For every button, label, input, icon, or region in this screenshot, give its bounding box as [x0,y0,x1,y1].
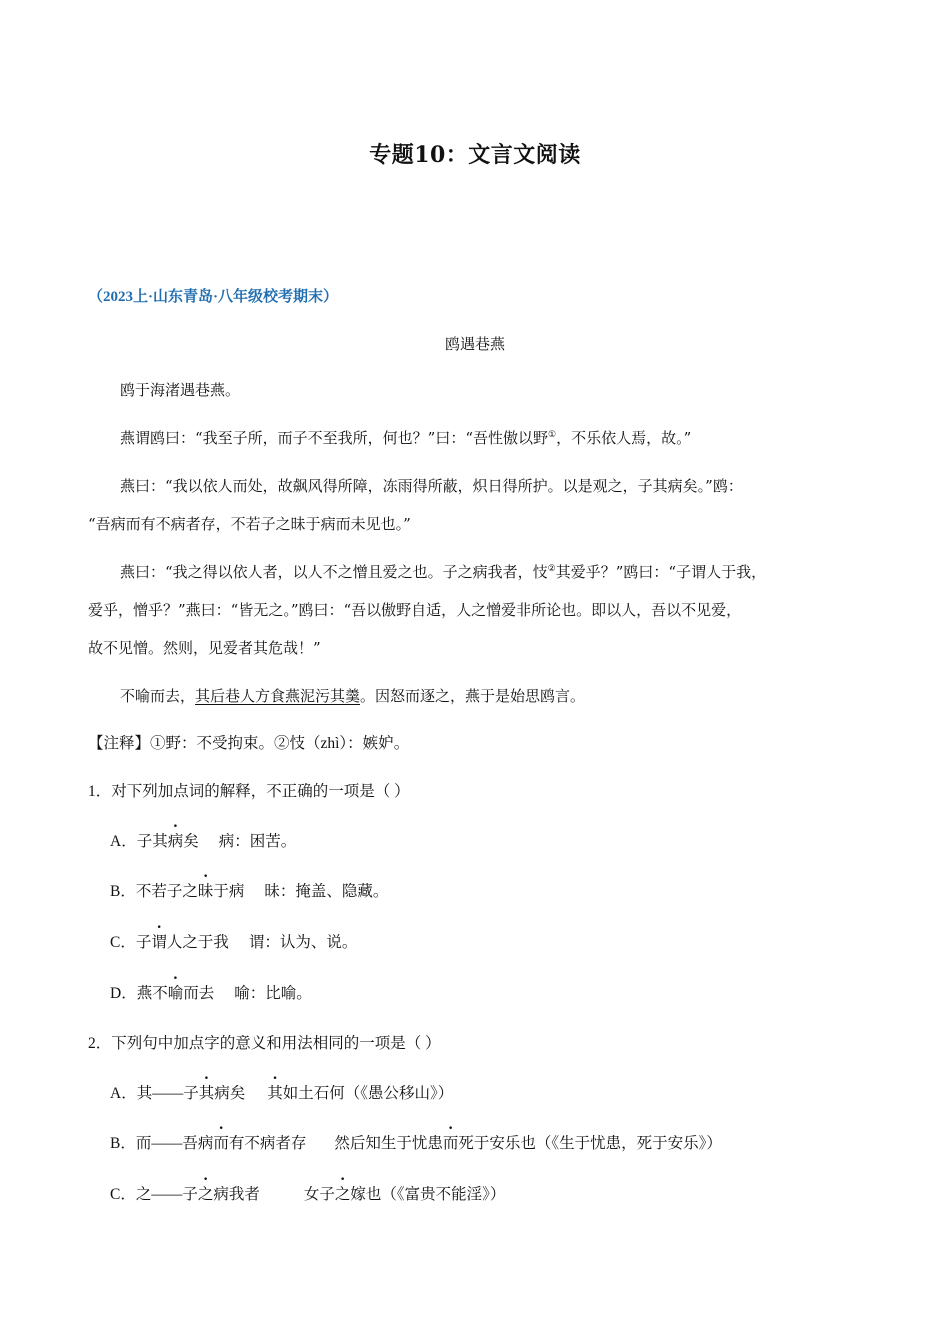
passage-paragraph-3-line-1: 燕曰：“我以依人而处，故飙风得所障，冻雨得所蔽，炽日得所护。以是观之，子其病矣。”鸥： [120,477,743,495]
option-text: 而去 [183,985,215,1002]
option-text: 子其 [136,833,168,850]
option-label: B． [110,1135,136,1152]
option-text: 而——吾病 [135,1135,214,1152]
option-label: A． [110,833,137,850]
q1-option-b[interactable] [110,882,388,902]
passage-text: 燕曰：“我之得以依人者，以人不之憎且爱之也。子之病我者，忮 [120,563,548,581]
q1-option-c[interactable] [110,933,357,953]
source-label: （2023上·山东青岛·八年级校考期末） [88,289,339,305]
passage-title: 鸥遇巷燕 [444,335,505,353]
passage-paragraph-1: 鸥于海渚遇巷燕。 [120,381,241,399]
option-text: 然后知生于忧患 [334,1135,443,1152]
passage-text: 其爱乎？”鸥曰：“子谓人于我， [555,563,767,581]
option-text: 之——子 [135,1186,198,1203]
option-text: 于病 [213,883,245,900]
dotted-char: 谓 [151,934,167,951]
dotted-char: 而 [213,1135,229,1152]
dotted-char: 而 [442,1135,459,1152]
option-explanation: 昧：掩盖、隐藏。 [264,883,389,900]
option-label: A． [110,1085,137,1102]
option-text: 矣 [183,833,199,850]
question-1-stem: 1．对下列加点词的解释，不正确的一项是（ ） [88,783,410,800]
option-text: 病矣 [214,1085,246,1102]
passage-text: 。因怒而逐之，燕于是始思鸥言。 [360,687,586,705]
dotted-char: 之 [334,1186,351,1203]
passage-paragraph-5 [120,686,585,706]
passage-text: 不喻而去， [120,687,196,705]
dotted-char: 之 [197,1186,214,1203]
q1-option-a[interactable] [110,832,296,852]
option-label: B． [110,883,136,900]
option-explanation: 病：困苦。 [218,833,297,850]
question-2-stem: 2．下列句中加点字的意义和用法相同的一项是（ ） [88,1035,441,1052]
page-title: 专题10：文言文阅读 [369,142,581,168]
dotted-char: 喻 [167,985,184,1002]
option-text: 人之于我 [166,934,229,951]
option-text: 死于安乐也（《生于忧患，死于安乐》） [458,1135,722,1152]
q2-option-b[interactable] [110,1134,722,1154]
option-text: 嫁也（《富贵不能淫》） [350,1186,506,1203]
dotted-char: 其 [267,1085,283,1102]
option-label: D． [110,985,137,1002]
option-text: 燕不 [136,985,168,1002]
q2-option-a[interactable] [110,1084,453,1104]
footnote-marker-1: ① [548,430,557,440]
passage-paragraph-4-line-2: 爱乎，憎乎？”燕曰：“皆无之。”鸥曰：“吾以傲野自适，人之憎爱非所论也。即以人，吾以不见爱， [88,601,742,619]
option-text: 病我者 [213,1186,260,1203]
dotted-char: 昧 [197,883,214,900]
passage-text: 燕谓鸥曰：“我至子所，而子不至我所，何也？”曰：“吾性傲以野 [120,429,549,447]
underlined-sentence: 其后巷人方食燕泥污其羹 [195,687,361,705]
passage-paragraph-3-line-2: “吾病而有不病者存，不若子之昧于病而未见也。” [88,515,411,533]
option-text: 其——子 [136,1085,199,1102]
footnote-marker-2: ② [547,564,556,574]
option-label: C． [110,1186,136,1203]
option-text: 有不病者存 [228,1135,307,1152]
option-explanation: 谓：认为、说。 [248,934,358,951]
annotation-note: 【注释】①野：不受拘束。②忮（zhì）：嫉妒。 [88,735,410,752]
option-text: 不若子之 [135,883,198,900]
option-text: 女子 [303,1186,335,1203]
passage-text: ，不乐依人焉，故。” [556,429,692,447]
passage-paragraph-4-line-3: 故不见憎。然则，见爱者其危哉！” [88,639,321,657]
q2-option-c[interactable] [110,1185,505,1205]
dotted-char: 病 [167,833,184,850]
passage-paragraph-4-line-1 [120,562,766,582]
option-explanation: 喻：比喻。 [234,985,312,1002]
q1-option-d[interactable] [110,984,312,1004]
option-label: C． [110,934,136,951]
option-text: 如土石何（《愚公移山》） [282,1085,454,1102]
passage-paragraph-2 [120,428,691,448]
option-text: 子 [135,934,152,951]
dotted-char: 其 [198,1085,215,1102]
